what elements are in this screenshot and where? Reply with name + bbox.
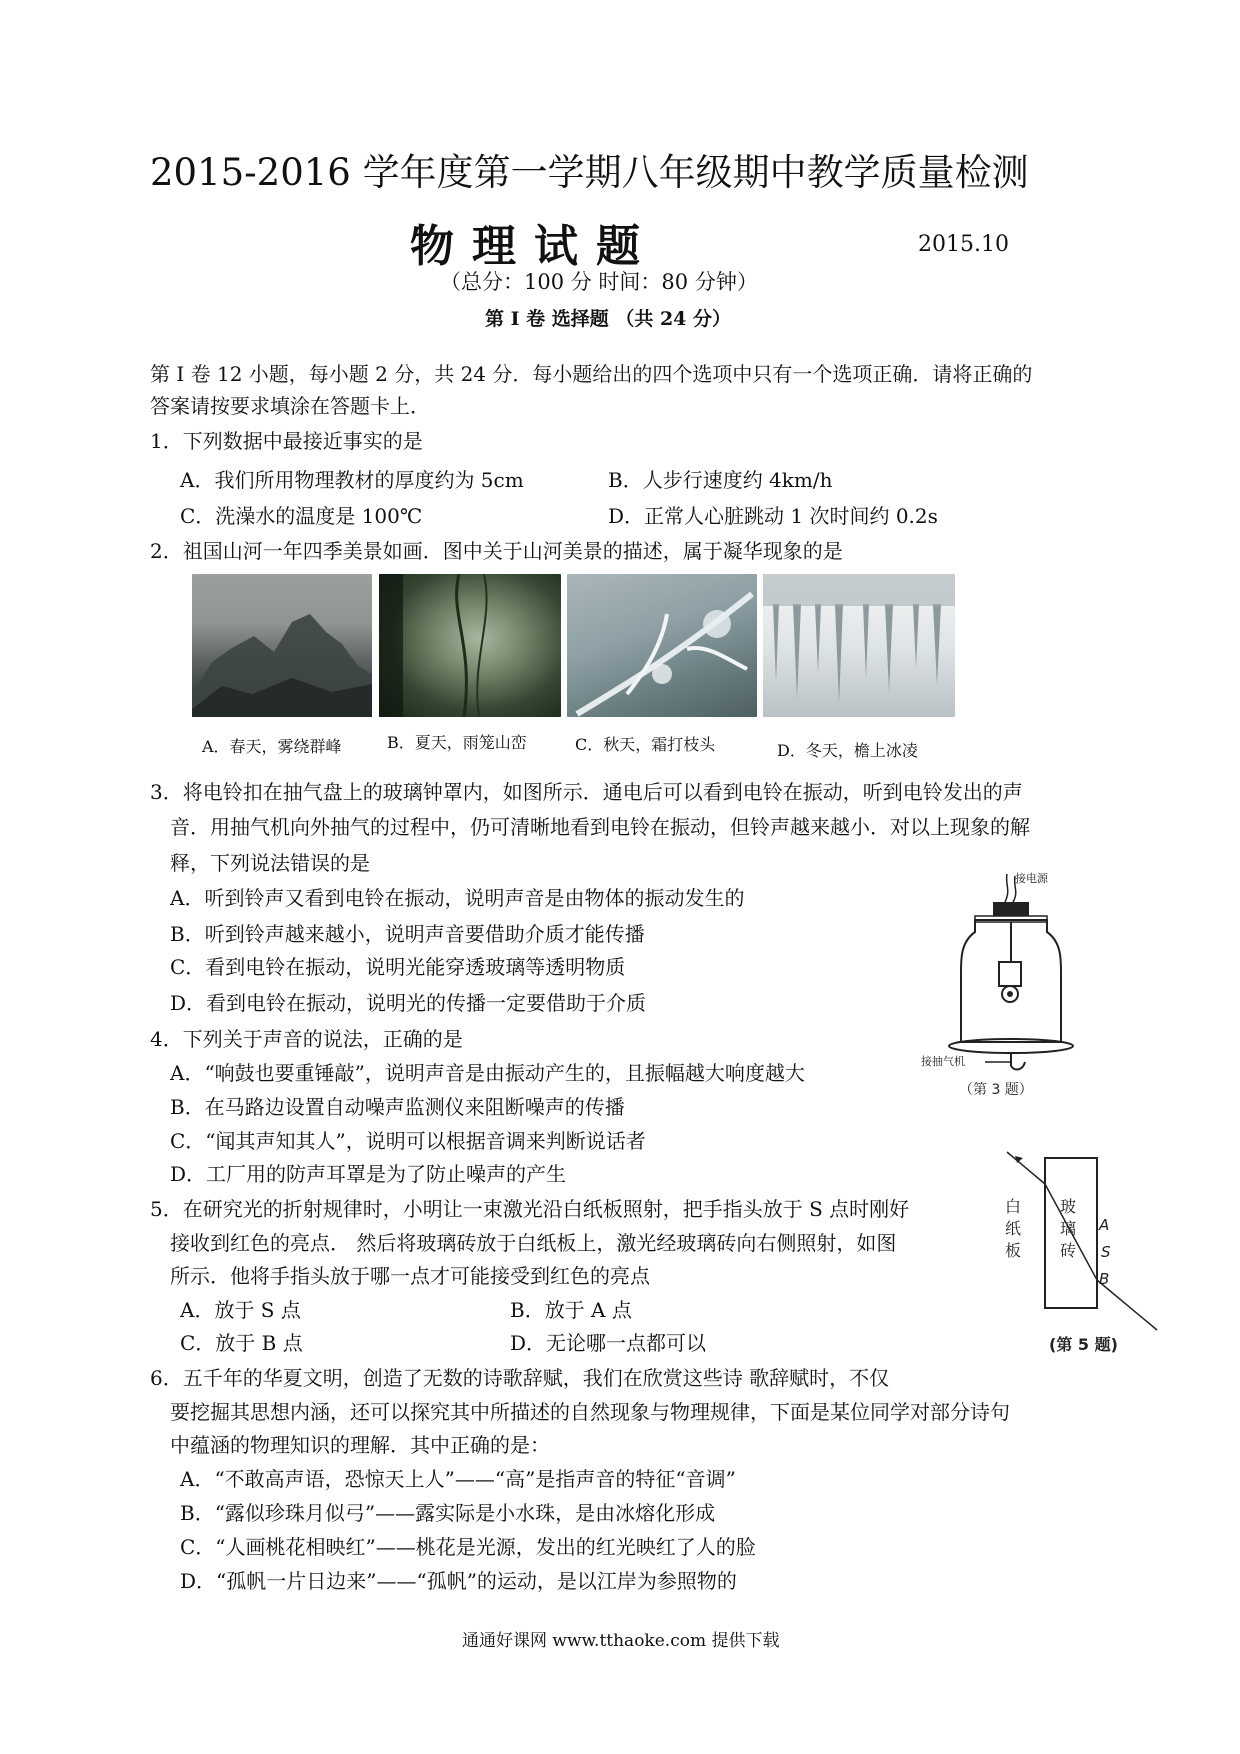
photo-spring-mist-peaks	[192, 574, 372, 717]
q4-option-d: D．工厂用的防声耳罩是为了防止噪声的产生	[170, 1162, 567, 1186]
board-label-3: 板	[1005, 1241, 1022, 1260]
photo-autumn-frost	[567, 574, 757, 717]
q3-option-d: D．看到电铃在振动，说明光的传播一定要借助于介质	[170, 991, 647, 1015]
point-b-label: B	[1099, 1270, 1110, 1288]
power-label: 接电源	[1015, 872, 1048, 885]
q5-option-c: C．放于 B 点	[180, 1331, 303, 1355]
q6-option-c: C．“人画桃花相映红”——桃花是光源，发出的红光映红了人的脸	[180, 1535, 756, 1559]
q4-option-c: C．“闻其声知其人”，说明可以根据音调来判断说话者	[170, 1129, 646, 1153]
intro-line-2: 答案请按要求填涂在答题卡上．	[150, 394, 430, 418]
q5-option-b: B．放于 A 点	[510, 1298, 632, 1322]
q5-stem-line-3: 所示．他将手指头放于哪一点才可能接受到红色的亮点	[170, 1264, 650, 1288]
score-time-line: （总分：100 分 时间：80 分钟）	[440, 270, 758, 294]
mountain-silhouette-icon	[192, 574, 372, 717]
section-heading: 第 I 卷 选择题 （共 24 分）	[485, 308, 732, 330]
q3-stem-line-3: 释，下列说法错误的是	[170, 851, 370, 875]
q1-stem: 1．下列数据中最接近事实的是	[150, 429, 423, 453]
pump-label: 接抽气机	[921, 1055, 965, 1068]
fig3-caption: （第 3 题）	[959, 1082, 1033, 1098]
board-label-2: 纸	[1005, 1219, 1022, 1238]
q2-caption-b: B．夏天，雨笼山峦	[387, 733, 527, 752]
q2-stem: 2．祖国山河一年四季美景如画．图中关于山河美景的描述，属于凝华现象的是	[150, 539, 843, 563]
point-s-label: S	[1101, 1243, 1111, 1261]
glass-label-3: 砖	[1060, 1241, 1077, 1260]
photo-summer-rain	[379, 574, 561, 717]
q6-option-b: B．“露似珍珠月似弓”——露实际是小水珠，是由冰熔化形成	[180, 1501, 716, 1525]
intro-line-1: 第 I 卷 12 小题，每小题 2 分，共 24 分．每小题给出的四个选项中只有一个选项正确．请将正确的	[150, 362, 1033, 386]
q3-option-b: B．听到铃声越来越小，说明声音要借助介质才能传播	[170, 922, 645, 946]
frost-branch-icon	[567, 574, 757, 717]
q6-stem-line-3: 中蕴涵的物理知识的理解．其中正确的是：	[170, 1433, 550, 1457]
q5-option-d: D．无论哪一点都可以	[510, 1331, 707, 1355]
q3-stem-line-1: 3．将电铃扣在抽气盘上的玻璃钟罩内，如图所示．通电后可以看到电铃在振动，听到电铃发出的声	[150, 780, 1023, 804]
glass-label-2: 璃	[1060, 1219, 1077, 1238]
q1-option-b: B．人步行速度约 4km/h	[608, 468, 833, 492]
bell-jar-diagram	[915, 862, 1085, 1102]
q2-caption-a: A．春天，雾绕群峰	[202, 737, 342, 756]
icicles-icon	[763, 574, 955, 717]
footer-source: 通通好课网 www.tthaoke.com 提供下载	[462, 1631, 780, 1651]
glass-label-1: 玻	[1060, 1197, 1077, 1216]
q1-option-a: A．我们所用物理教材的厚度约为 5cm	[180, 468, 524, 492]
q5-stem-line-1: 5．在研究光的折射规律时，小明让一束激光沿白纸板照射，把手指头放于 S 点时刚好	[150, 1197, 910, 1221]
exam-title: 2015-2016 学年度第一学期八年级期中教学质量检测	[150, 151, 1029, 194]
photo-winter-icicles	[763, 574, 955, 717]
q2-caption-d: D．冬天，檐上冰凌	[777, 741, 918, 760]
q6-stem-line-2: 要挖掘其思想内涵，还可以探究其中所描述的自然现象与物理规律，下面是某位同学对部分诗句	[170, 1400, 1010, 1424]
q5-option-a: A．放于 S 点	[180, 1298, 301, 1322]
point-a-label: A	[1099, 1216, 1110, 1234]
q6-option-d: D．“孤帆一片日边来”——“孤帆”的运动，是以江岸为参照物的	[180, 1569, 737, 1593]
q6-option-a: A．“不敢高声语，恐惊天上人”——“高”是指声音的特征“音调”	[180, 1467, 736, 1491]
q6-stem-line-1: 6．五千年的华夏文明，创造了无数的诗歌辞赋，我们在欣赏这些诗 歌辞赋时，不仅	[150, 1366, 890, 1390]
subject-title: 物理试题	[410, 221, 658, 272]
fig5-caption: (第 5 题)	[1049, 1335, 1118, 1354]
q3-stem-line-2: 音．用抽气机向外抽气的过程中，仍可清晰地看到电铃在振动，但铃声越来越小．对以上现象的解	[170, 815, 1030, 839]
q1-option-c: C．洗澡水的温度是 100℃	[180, 504, 423, 528]
glass-block-diagram	[995, 1150, 1165, 1360]
q3-option-a: A．听到铃声又看到电铃在振动，说明声音是由物体的振动发生的	[170, 886, 745, 910]
q4-stem: 4．下列关于声音的说法，正确的是	[150, 1027, 463, 1051]
q5-stem-line-2: 接收到红色的亮点． 然后将玻璃砖放于白纸板上，激光经玻璃砖向右侧照射，如图	[170, 1231, 897, 1255]
q1-option-d: D．正常人心脏跳动 1 次时间约 0.2s	[608, 504, 938, 528]
q2-caption-c: C．秋天，霜打枝头	[575, 735, 716, 754]
q4-option-a: A．“响鼓也要重锤敲”，说明声音是由振动产生的，且振幅越大响度越大	[170, 1061, 805, 1085]
board-label-1: 白	[1005, 1197, 1022, 1216]
q3-option-c: C．看到电铃在振动，说明光能穿透玻璃等透明物质	[170, 955, 626, 979]
q4-option-b: B．在马路边设置自动噪声监测仪来阻断噪声的传播	[170, 1095, 625, 1119]
forest-vines-icon	[379, 574, 561, 717]
exam-date: 2015.10	[918, 232, 1009, 257]
